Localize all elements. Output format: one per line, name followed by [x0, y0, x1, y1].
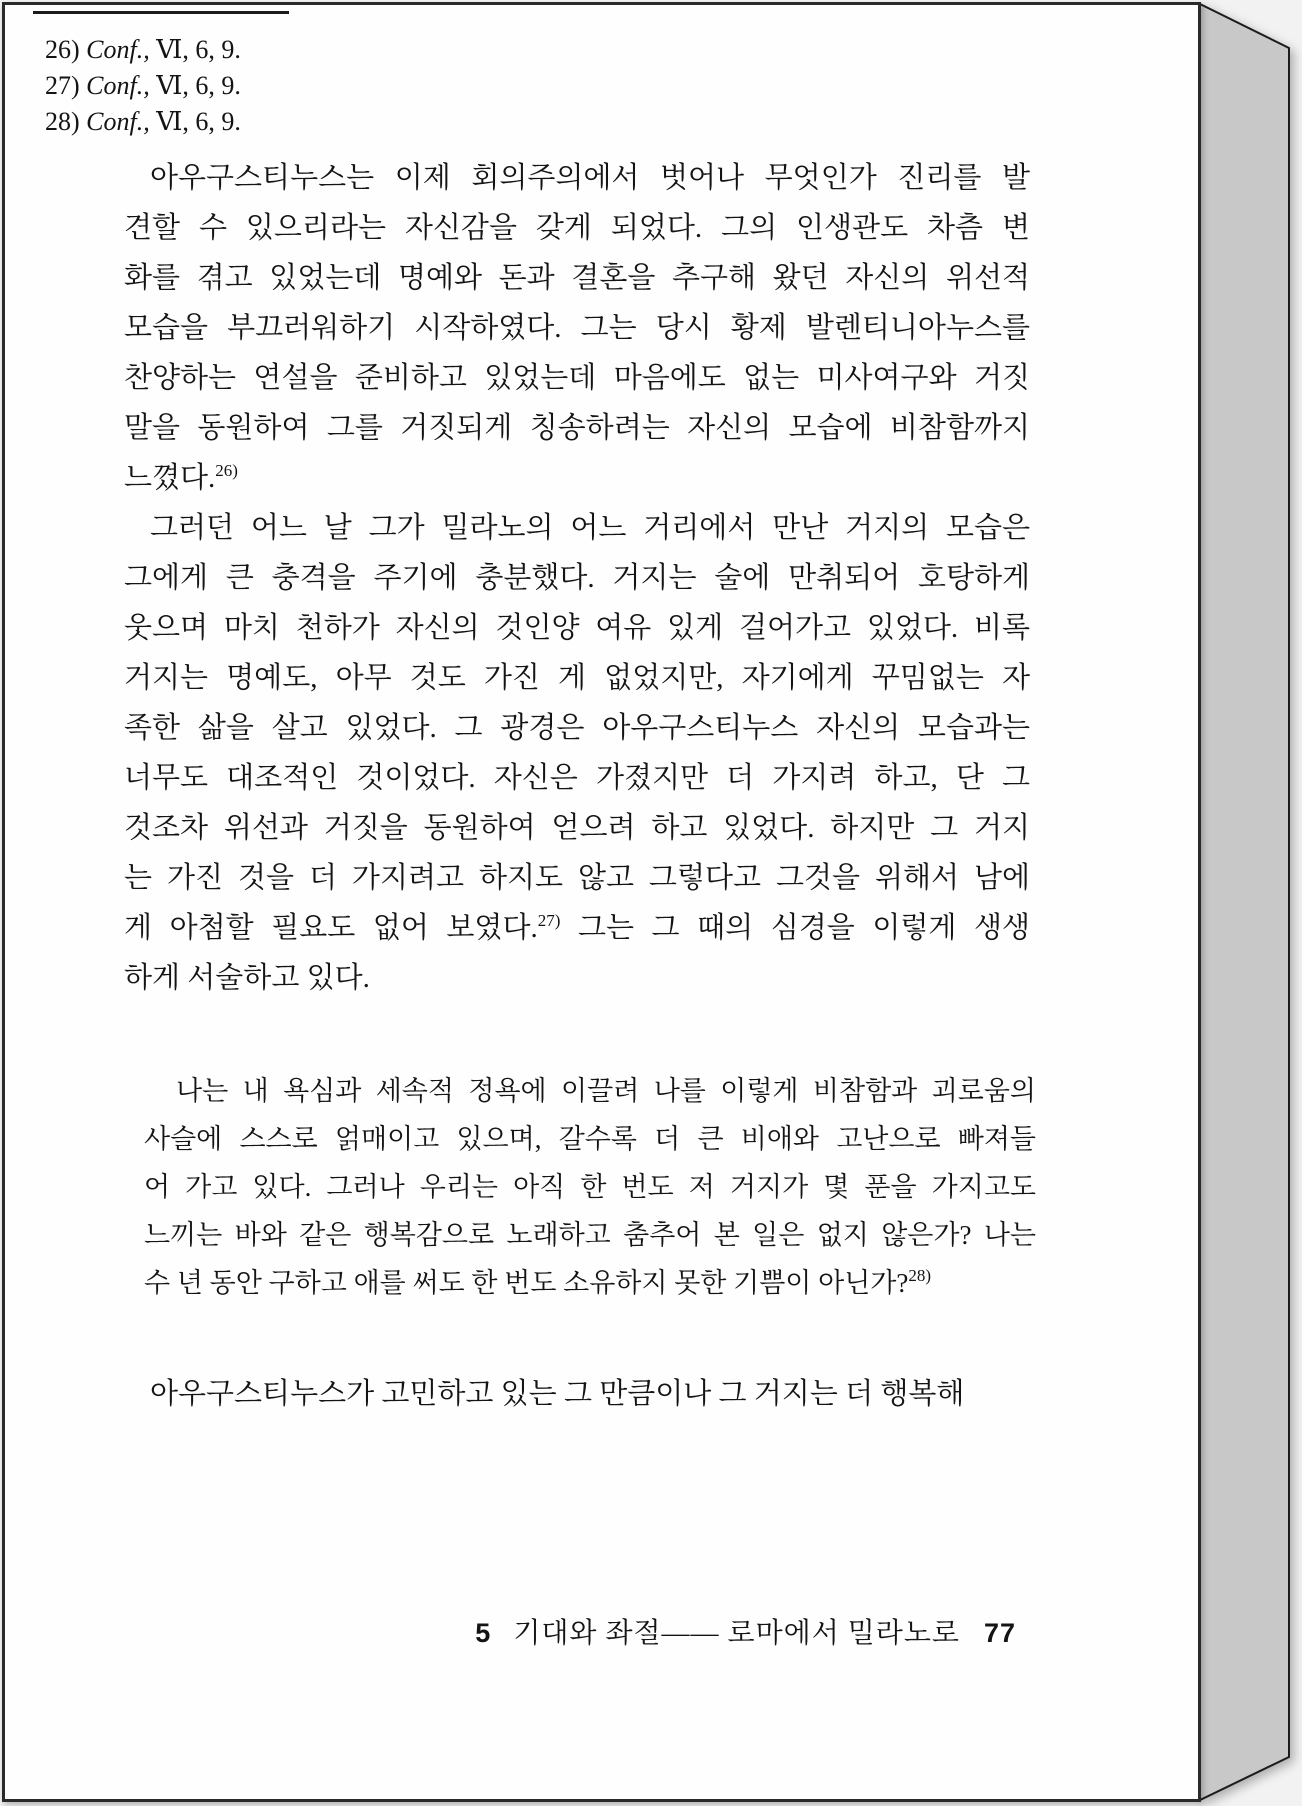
footnote-item — [45, 68, 1198, 104]
text-segment: 그는 그 때의 심경을 이렇게 생생 — [560, 912, 1031, 944]
text-segment: 말을 동원하여 그를 거짓되게 칭송하려는 자신의 모습에 비참함까지 — [124, 412, 1030, 444]
text-segment: 게 아첨할 필요도 없어 보였다. — [124, 912, 538, 944]
text-line — [124, 153, 1030, 203]
text-line — [124, 703, 1030, 753]
running-footer — [124, 1611, 1016, 1651]
text-segment: 사슬에 스스로 얽매이고 있으며, 갈수록 더 큰 비애와 고난으로 빠져들 — [144, 1124, 1036, 1154]
footer-chapter-title: 기대와 좌절—— 로마에서 밀라노로 — [513, 1618, 960, 1649]
text-line — [124, 303, 1030, 353]
footnote-citation: Conf., — [86, 35, 150, 64]
text-segment: 모습을 부끄러워하기 시작하였다. 그는 당시 황제 발렌티니아누스를 — [124, 312, 1030, 344]
footnote-citation: Conf., — [86, 107, 150, 136]
text-segment: 수 년 동안 구하고 애를 써도 한 번도 소유하지 못한 기쁨이 아닌가? — [144, 1268, 909, 1298]
page-thickness-edge — [1200, 4, 1289, 1800]
footnote-marker: 27) — [537, 911, 561, 930]
footnote-item — [45, 32, 1198, 68]
footer-chapter-number: 5 — [475, 1618, 492, 1648]
text-segment: 는 가진 것을 더 가지려고 하지도 않고 그렇다고 그것을 위해서 남에 — [124, 862, 1030, 894]
footnote-number: 27) — [45, 71, 87, 100]
text-line — [124, 903, 1030, 953]
text-line — [124, 653, 1030, 703]
text-line — [144, 1259, 1036, 1307]
text-segment: 찬양하는 연설을 준비하고 있었는데 마음에도 없는 미사여구와 거짓 — [124, 362, 1030, 394]
text-line — [144, 1163, 1036, 1211]
text-segment: 느꼈다. — [124, 462, 216, 494]
text-content — [124, 153, 1036, 1419]
text-line — [124, 803, 1030, 853]
footnote-marker: 26) — [215, 461, 238, 480]
text-line — [144, 1115, 1036, 1163]
footnote-number: 26) — [45, 35, 87, 64]
quote-block — [144, 1067, 1036, 1307]
footnote-number: 28) — [45, 107, 87, 136]
text-segment: 거지는 명예도, 아무 것도 가진 게 없었지만, 자기에게 꾸밈없는 자 — [124, 662, 1030, 694]
text-segment: 것조차 위선과 거짓을 동원하여 얻으려 하고 있었다. 하지만 그 거지 — [124, 812, 1030, 844]
text-segment: 족한 삶을 살고 있었다. 그 광경은 아우구스티누스 자신의 모습과는 — [124, 712, 1030, 744]
footnotes — [45, 32, 1198, 140]
text-segment: 그러던 어느 날 그가 밀라노의 어느 거리에서 만난 거지의 모습은 — [150, 512, 1030, 544]
text-segment: 그에게 큰 충격을 주기에 충분했다. 거지는 술에 만취되어 호탕하게 — [124, 562, 1030, 594]
body-paragraph-1 — [124, 153, 1030, 503]
body-paragraph-3 — [124, 1369, 1030, 1419]
footnote-separator-rule — [33, 11, 289, 14]
text-segment: 아우구스티누스는 이제 회의주의에서 벗어나 무엇인가 진리를 발 — [150, 162, 1030, 194]
text-line — [144, 1067, 1036, 1115]
text-segment: 아우구스티누스가 고민하고 있는 그 만큼이나 그 거지는 더 행복해 — [150, 1378, 965, 1410]
footnote-citation: Conf., — [86, 71, 150, 100]
text-line — [124, 453, 1030, 503]
text-segment: 나는 내 욕심과 세속적 정욕에 이끌려 나를 이렇게 비참함과 괴로움의 — [176, 1076, 1036, 1106]
text-segment: 견할 수 있으리라는 자신감을 갖게 되었다. 그의 인생관도 차츰 변 — [124, 212, 1030, 244]
text-line — [124, 553, 1030, 603]
text-line — [124, 203, 1030, 253]
text-line — [124, 953, 1030, 1003]
text-line — [124, 403, 1030, 453]
text-segment: 너무도 대조적인 것이었다. 자신은 가졌지만 더 가지려 하고, 단 그 — [124, 762, 1030, 794]
text-line — [124, 503, 1030, 553]
text-line — [124, 253, 1030, 303]
book-page — [2, 2, 1201, 1802]
footnote-locator: Ⅵ, 6, 9. — [149, 71, 241, 100]
text-segment: 느끼는 바와 같은 행복감으로 노래하고 춤추어 본 일은 없지 않은가? 나는 — [144, 1220, 1036, 1250]
text-segment: 어 가고 있다. 그러나 우리는 아직 한 번도 저 거지가 몇 푼을 가지고도 — [144, 1172, 1036, 1202]
footnote-locator: Ⅵ, 6, 9. — [149, 35, 241, 64]
text-line — [124, 753, 1030, 803]
body-paragraph-2 — [124, 503, 1030, 1003]
text-line — [144, 1211, 1036, 1259]
text-line — [124, 853, 1030, 903]
footnote-marker: 28) — [908, 1266, 932, 1285]
text-segment: 하게 서술하고 있다. — [124, 962, 370, 994]
text-line — [124, 1369, 1030, 1419]
text-line — [124, 353, 1030, 403]
text-segment: 웃으며 마치 천하가 자신의 것인양 여유 있게 걸어가고 있었다. 비록 — [124, 612, 1030, 644]
footnote-item — [45, 104, 1198, 140]
footnote-locator: Ⅵ, 6, 9. — [149, 107, 241, 136]
footer-page-number: 77 — [983, 1618, 1016, 1648]
text-line — [124, 603, 1030, 653]
text-segment: 화를 겪고 있었는데 명예와 돈과 결혼을 추구해 왔던 자신의 위선적 — [124, 262, 1030, 294]
